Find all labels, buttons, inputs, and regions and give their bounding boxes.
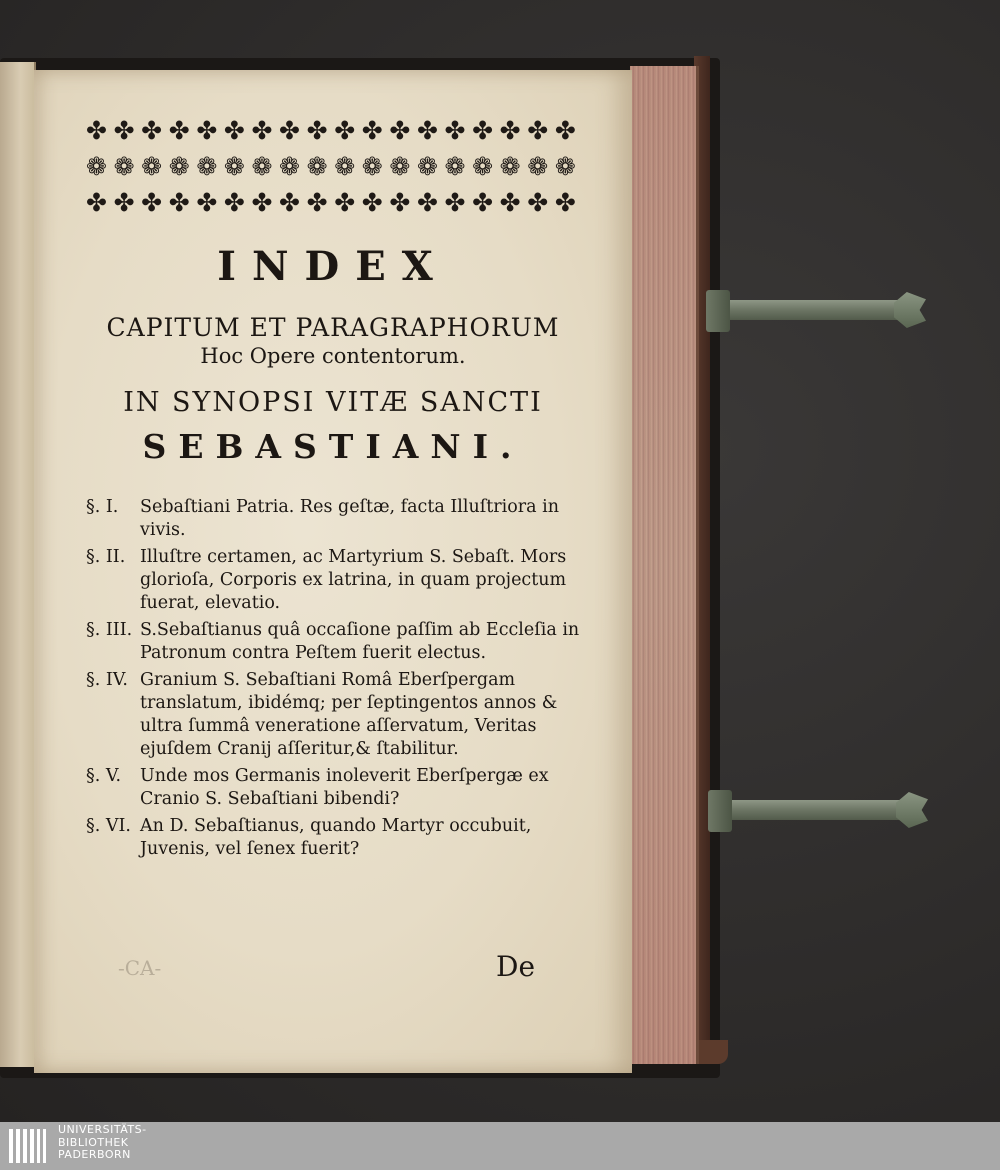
ornament-glyph-icon: ❁ xyxy=(416,151,438,181)
ornament-glyph-icon: ✤ xyxy=(554,187,576,217)
library-footer-bar xyxy=(0,1122,1000,1170)
ornament-glyph-icon: ✤ xyxy=(86,115,107,145)
ornament-glyph-icon: ✤ xyxy=(86,187,107,217)
ornament-glyph-icon: ✤ xyxy=(251,187,273,217)
toc-entry-5 xyxy=(86,765,586,811)
paragraph-number: §. I. xyxy=(86,497,119,517)
ornament-glyph-icon: ❁ xyxy=(168,151,190,181)
ornament-glyph-icon: ❁ xyxy=(141,151,163,181)
ornament-glyph-icon: ✤ xyxy=(554,115,576,145)
heading-hoc-opere: Hoc Opere contentorum. xyxy=(200,344,466,368)
ornament-glyph-icon: ✤ xyxy=(389,115,411,145)
ornament-glyph-icon: ✤ xyxy=(113,115,135,145)
ornament-glyph-icon: ❁ xyxy=(279,151,300,181)
ornament-glyph-icon: ❁ xyxy=(251,151,273,181)
ornament-glyph-icon: ✤ xyxy=(499,187,521,217)
ornament-glyph-icon: ✤ xyxy=(389,187,411,217)
toc-entry-6 xyxy=(86,815,586,861)
catchword: De xyxy=(496,950,536,983)
ornament-glyph-icon: ✤ xyxy=(279,115,300,145)
paragraph-title: Granium S. Sebaſtiani Româ Eberſpergam translatum, ibidémq; per ſeptingentos annos & ultra ſummâ veneratione aſſervatum, Veritas ejuſdem Cranij aſſeritur,& ſtabilitur. xyxy=(140,670,558,759)
ornament-row-bottom xyxy=(86,184,576,220)
ornament-glyph-icon: ✤ xyxy=(527,115,549,145)
printers-ornament-band xyxy=(86,112,576,224)
ornament-glyph-icon: ❁ xyxy=(306,151,328,181)
heading-sebastiani: SEBASTIANI. xyxy=(142,427,524,466)
library-name-line: PADERBORN xyxy=(58,1148,131,1161)
ornament-glyph-icon: ✤ xyxy=(196,187,218,217)
ornament-glyph-icon: ✤ xyxy=(223,115,245,145)
ornament-glyph-icon: ✤ xyxy=(499,115,521,145)
ornament-glyph-icon: ✤ xyxy=(223,187,245,217)
ornament-glyph-icon: ✤ xyxy=(527,187,549,217)
toc-entry-1 xyxy=(86,496,586,542)
paragraph-title: S.Sebaſtianus quâ occaſione paſſim ab Eccleſia in Patronum contra Peſtem fuerit electus. xyxy=(140,620,580,663)
ornament-glyph-icon: ✤ xyxy=(306,115,328,145)
toc-entry-4 xyxy=(86,669,586,761)
ornament-glyph-icon: ✤ xyxy=(334,115,356,145)
paragraph-number: §. II. xyxy=(86,547,126,567)
paragraph-number: §. V. xyxy=(86,766,122,786)
ornament-glyph-icon: ❁ xyxy=(334,151,356,181)
library-name-line: BIBLIOTHEK xyxy=(58,1135,129,1149)
left-page-edge xyxy=(0,62,36,1067)
ornament-glyph-icon: ✤ xyxy=(196,115,218,145)
ornament-glyph-icon: ✤ xyxy=(334,187,356,217)
heading-index: INDEX xyxy=(217,243,449,290)
ornament-glyph-icon: ❁ xyxy=(472,151,494,181)
ornament-glyph-icon: ❁ xyxy=(361,151,383,181)
ornament-glyph-icon: ✤ xyxy=(251,115,273,145)
table-of-contents xyxy=(86,496,586,865)
toc-entry-2 xyxy=(86,546,586,615)
ornament-glyph-icon: ✤ xyxy=(444,115,466,145)
ornament-glyph-icon: ✤ xyxy=(416,115,438,145)
library-name xyxy=(58,1124,258,1162)
ornament-glyph-icon: ✤ xyxy=(361,187,383,217)
ornament-glyph-icon: ❁ xyxy=(113,151,135,181)
heading-capitum: CAPITUM ET PARAGRAPHORUM xyxy=(106,313,560,342)
ornament-row-top xyxy=(86,112,576,148)
ornament-glyph-icon: ✤ xyxy=(444,187,466,217)
ornament-row-middle xyxy=(86,148,576,184)
ornament-glyph-icon: ✤ xyxy=(168,187,190,217)
ornament-glyph-icon: ❁ xyxy=(554,151,576,181)
paragraph-number: §. IV. xyxy=(86,670,128,690)
library-name-line: UNIVERSITÄTS- xyxy=(58,1123,147,1136)
library-logo-icon xyxy=(6,1125,54,1167)
paragraph-number: §. VI. xyxy=(86,816,131,836)
ornament-glyph-icon: ❁ xyxy=(223,151,245,181)
ornament-glyph-icon: ✤ xyxy=(279,187,300,217)
ornament-glyph-icon: ❁ xyxy=(196,151,218,181)
ornament-glyph-icon: ✤ xyxy=(141,187,163,217)
ornament-glyph-icon: ✤ xyxy=(416,187,438,217)
ornament-glyph-icon: ✤ xyxy=(168,115,190,145)
ornament-glyph-icon: ❁ xyxy=(527,151,549,181)
ornament-glyph-icon: ❁ xyxy=(389,151,411,181)
page-fore-edge xyxy=(630,66,699,1064)
ornament-glyph-icon: ✤ xyxy=(306,187,328,217)
ornament-glyph-icon: ✤ xyxy=(472,115,494,145)
paragraph-title: An D. Sebaſtianus, quando Martyr occubuit, Juvenis, vel ſenex fuerit? xyxy=(140,816,532,859)
heading-synopsi: IN SYNOPSI VITÆ SANCTI xyxy=(123,387,543,418)
paragraph-title: Sebaſtiani Patria. Res geſtæ, facta Illuſtriora in vivis. xyxy=(140,497,560,540)
bleed-through-catchword: -CA- xyxy=(118,956,162,980)
toc-entry-3 xyxy=(86,619,586,665)
ornament-glyph-icon: ✤ xyxy=(472,187,494,217)
ornament-glyph-icon: ✤ xyxy=(361,115,383,145)
paragraph-number: §. III. xyxy=(86,620,133,640)
ornament-glyph-icon: ❁ xyxy=(86,151,107,181)
paragraph-title: Unde mos Germanis inoleverit Eberſpergæ ex Cranio S. Sebaſtiani bibendi? xyxy=(140,766,549,809)
ornament-glyph-icon: ✤ xyxy=(141,115,163,145)
ornament-glyph-icon: ❁ xyxy=(444,151,466,181)
ornament-glyph-icon: ✤ xyxy=(113,187,135,217)
ornament-glyph-icon: ❁ xyxy=(499,151,521,181)
paragraph-title: Illuſtre certamen, ac Martyrium S. Sebaſt. Mors glorioſa, Corporis ex latrina, in quam projectum fuerat, elevatio. xyxy=(140,547,567,613)
